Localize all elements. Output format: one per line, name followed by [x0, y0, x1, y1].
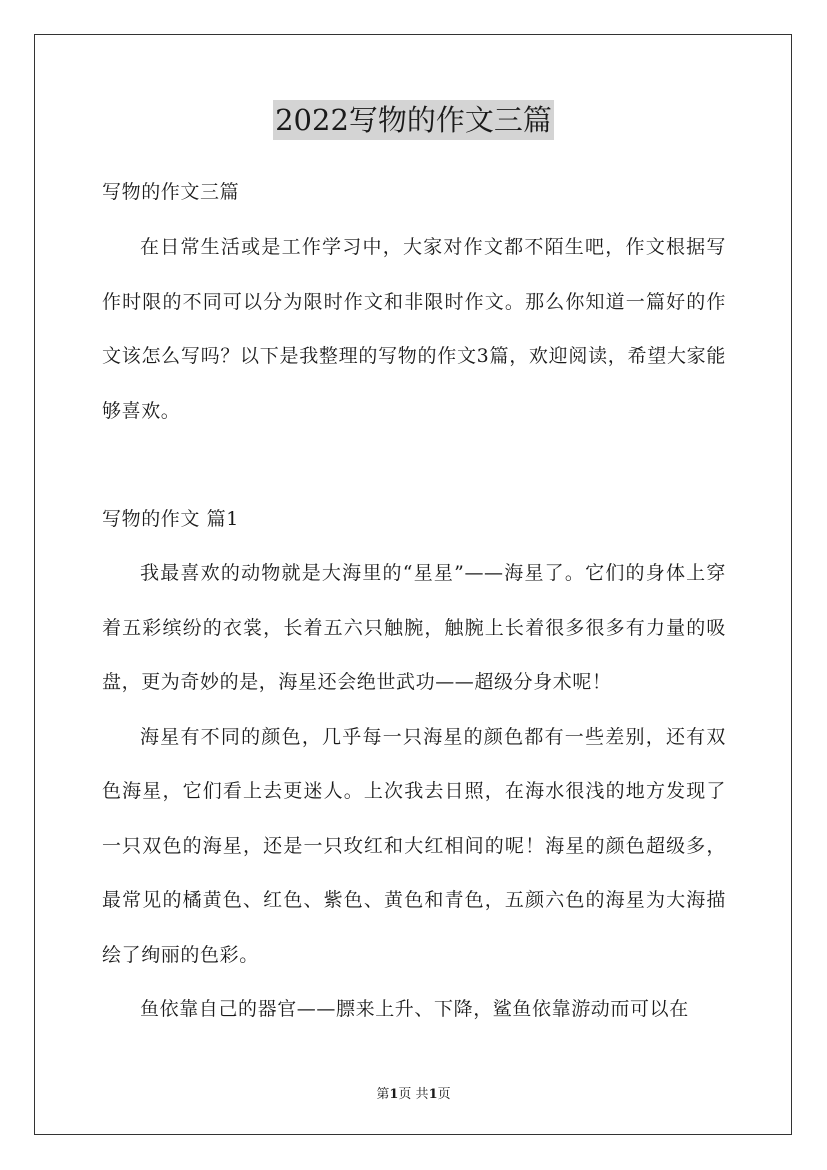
footer-mid: 页 共	[398, 1087, 429, 1102]
section1-paragraph-3: 鱼依靠自己的器官——膘来上升、下降，鲨鱼依靠游动而可以在	[140, 998, 689, 1020]
page-footer	[0, 1083, 827, 1102]
section1-paragraph-1: 我最喜欢的动物就是大海里的“星星”——海星了。它们的身体上穿着五彩缤纷的衣裳，长着五六只触腕，触腕上长着很多很多有力量的吸盘，更为奇妙的是，海星还会绝世武功——超级分身术呢！	[102, 562, 726, 693]
footer-prefix: 第	[376, 1087, 390, 1102]
document-title[interactable]: 2022写物的作文三篇	[273, 100, 554, 140]
intro-paragraph: 在日常生活或是工作学习中，大家对作文都不陌生吧，作文根据写作时限的不同可以分为限时作文和非限时作文。那么你知道一篇好的作文该怎么写吗？以下是我整理的写物的作文3篇，欢迎阅读，希望大家能够喜欢。	[102, 236, 726, 422]
footer-suffix: 页	[437, 1087, 451, 1102]
intro-heading: 写物的作文三篇	[102, 181, 240, 203]
intro-body	[102, 220, 726, 438]
section1-paragraph-2: 海星有不同的颜色，几乎每一只海星的颜色都有一些差别，还有双色海星，它们看上去更迷人。上次我去日照，在海水很浅的地方发现了一只双色的海星，还是一只玫红和大红相间的呢！海星的颜色超级多，最常见的橘黄色、红色、紫色、黄色和青色，五颜六色的海星为大海描绘了绚丽的色彩。	[102, 725, 726, 966]
footer-total-pages: 1	[428, 1087, 438, 1102]
section1-heading-block	[102, 505, 726, 533]
document-title-block	[0, 100, 827, 140]
section1-body	[102, 546, 726, 1037]
section1-heading: 写物的作文 篇1	[102, 508, 239, 530]
footer-page-number: 1	[389, 1087, 399, 1102]
intro-section	[102, 178, 726, 206]
